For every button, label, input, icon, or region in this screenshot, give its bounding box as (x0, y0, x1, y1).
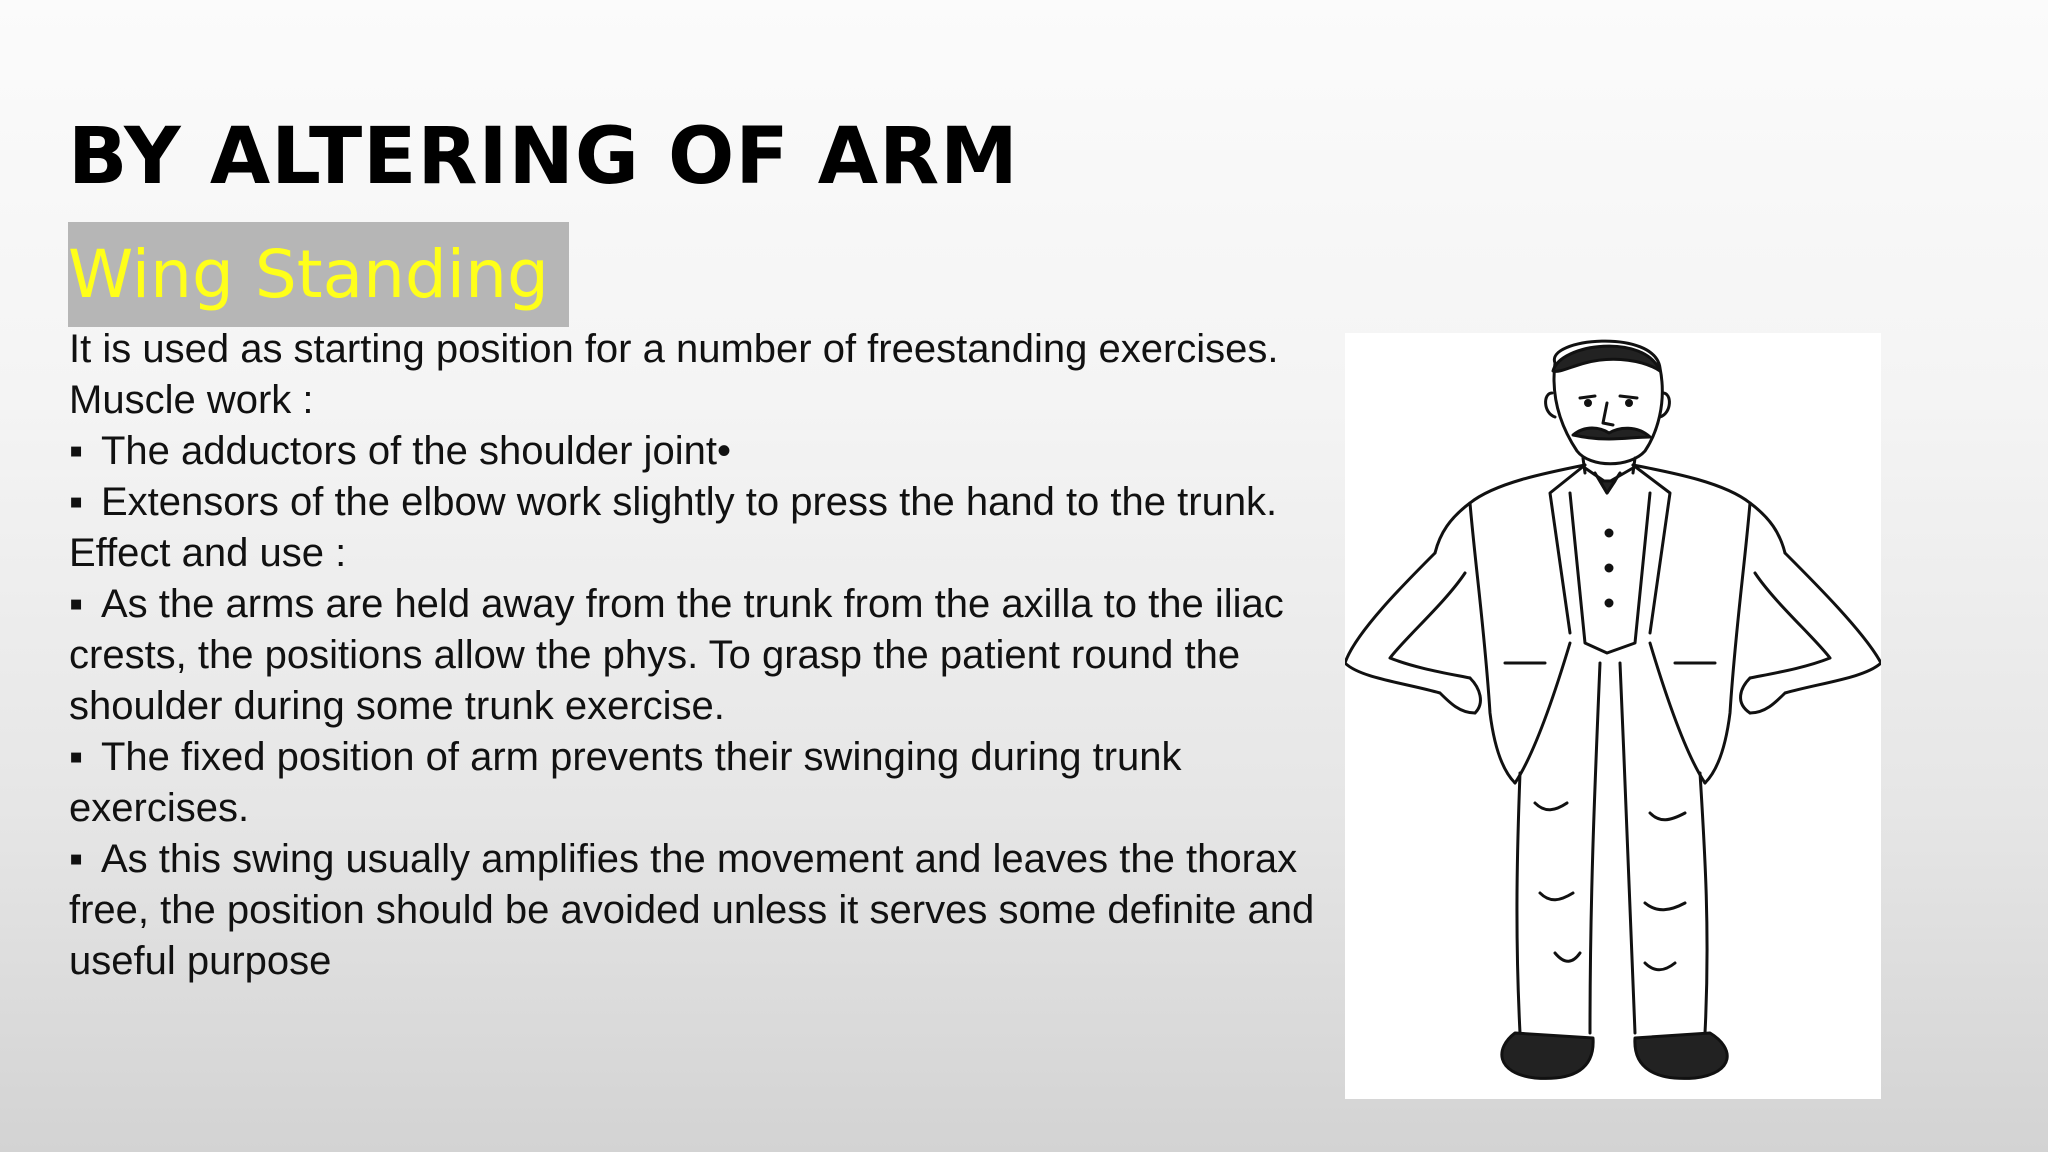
slide-title: BY ALTERING OF ARM (68, 112, 1019, 202)
bullet-icon: ▪ (69, 429, 84, 473)
muscle-work-item (69, 426, 1319, 477)
muscle-work-item (69, 477, 1319, 528)
muscle-work-heading: Muscle work : (69, 378, 314, 422)
effect-item-text: The fixed position of arm prevents their swinging during trunk exercises. (69, 735, 1182, 830)
effect-item (69, 579, 1319, 732)
bullet-icon: ▪ (69, 480, 84, 524)
effect-item (69, 732, 1319, 834)
slide-body (69, 324, 1319, 987)
bullet-icon: ▪ (69, 735, 84, 779)
intro-text: It is used as starting position for a number of freestanding exercises. (69, 327, 1279, 371)
effect-item-text: As the arms are held away from the trunk from the axilla to the iliac crests, the positions allow the phys. To grasp the patient round the shoulder during some trunk exercise. (69, 582, 1284, 728)
bullet-icon: ▪ (69, 582, 84, 626)
muscle-work-item-text: The adductors of the shoulder joint• (101, 429, 731, 473)
bullet-icon: ▪ (69, 837, 84, 881)
effect-item-text: As this swing usually amplifies the movement and leaves the thorax free, the position should be avoided unless it serves some definite and useful purpose (69, 837, 1315, 983)
wing-standing-illustration (1345, 333, 1881, 1099)
slide-subtitle: Wing Standing (68, 222, 569, 327)
effect-heading: Effect and use : (69, 531, 347, 575)
muscle-work-item-text: Extensors of the elbow work slightly to press the hand to the trunk. (101, 480, 1278, 524)
effect-item (69, 834, 1319, 987)
